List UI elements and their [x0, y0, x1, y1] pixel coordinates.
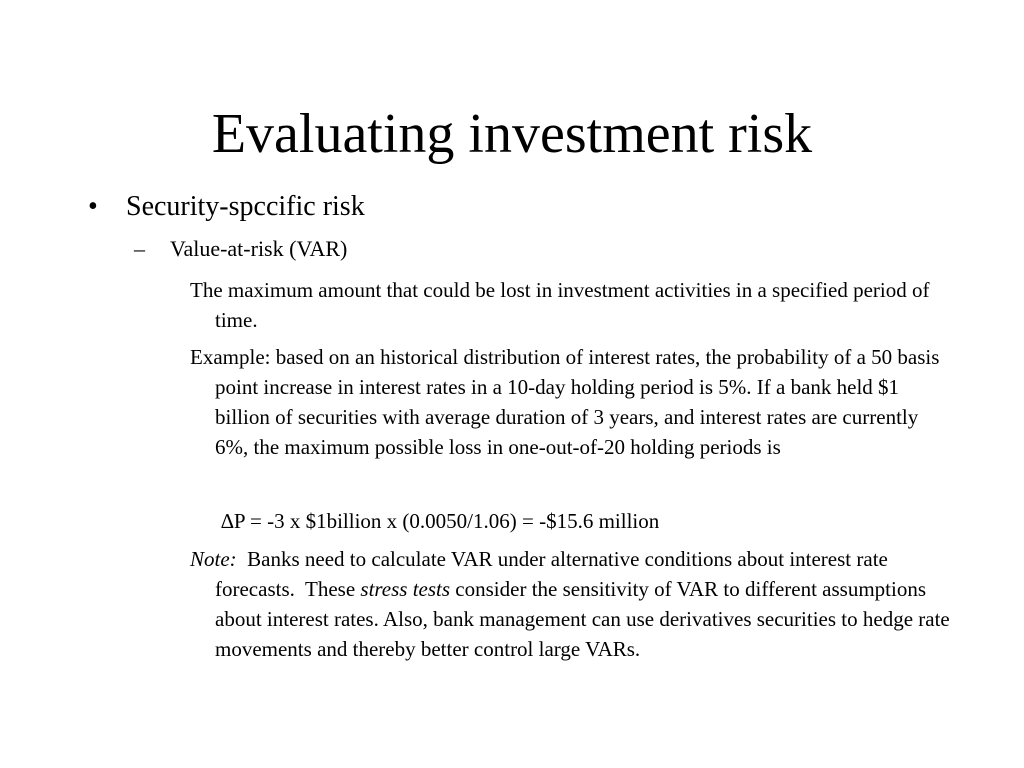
note-text-part-1: Banks need to calculate VAR under alternative conditions about interest rate forecasts. These: [215, 547, 894, 601]
dash-icon: –: [134, 236, 145, 261]
bullet-text: Security-spccific risk: [126, 191, 365, 222]
note-text-part-2: consider the sensitivity of VAR to different assumptions about interest rates. Also, bank management can use derivatives securities to hedge rate movements and thereby better control large VARs.: [215, 577, 950, 661]
slide-title: Evaluating investment risk: [211, 103, 813, 165]
sub-bullet-text: Value-at-risk (VAR): [170, 236, 348, 261]
sub-bullet-value-at-risk: [134, 234, 347, 264]
note-label: Note:: [190, 547, 237, 571]
example-paragraph: Example: based on an historical distribution of interest rates, the probability of a 50 basis point increase in interest rates in a 10-day holding period is 5%. If a bank held $1 billion of securities with average duration of 3 years, and interest rates are currently 6%, the maximum possible loss in one-out-of-20 holding periods is: [190, 345, 940, 459]
var-formula: ∆P = -3 x $1billion x (0.0050/1.06) = -$15.6 million: [221, 509, 660, 533]
note-paragraph: [190, 544, 955, 664]
stress-tests-term: stress tests: [360, 577, 451, 601]
bullet-security-specific-risk: [88, 188, 365, 226]
bullet-icon: •: [88, 191, 98, 222]
definition-paragraph: The maximum amount that could be lost in investment activities in a specified period of time.: [190, 278, 930, 332]
